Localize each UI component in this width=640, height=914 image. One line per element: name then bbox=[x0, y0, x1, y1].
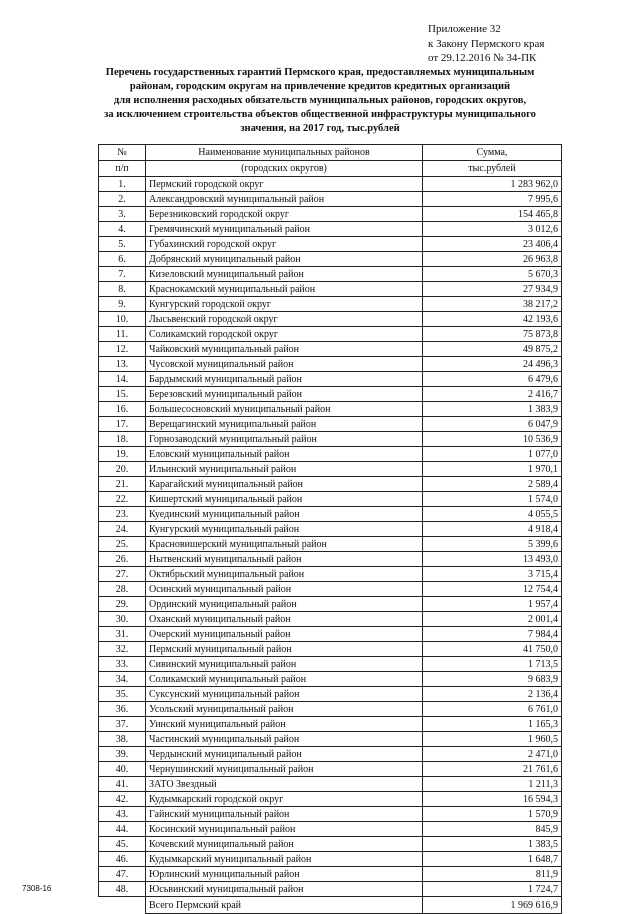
table-row bbox=[99, 657, 562, 672]
row-name: Оханский муниципальный район bbox=[146, 612, 423, 627]
row-name: Очерский муниципальный район bbox=[146, 627, 423, 642]
table-row bbox=[99, 672, 562, 687]
row-number: 17. bbox=[99, 417, 146, 432]
table-row bbox=[99, 477, 562, 492]
row-sum: 23 406,4 bbox=[423, 237, 562, 252]
table-row bbox=[99, 882, 562, 897]
title-line: за исключением строительства объектов общественной инфраструктуры муниципального bbox=[104, 109, 536, 120]
row-number: 5. bbox=[99, 237, 146, 252]
row-number: 6. bbox=[99, 252, 146, 267]
table-row bbox=[99, 372, 562, 387]
row-sum: 9 683,9 bbox=[423, 672, 562, 687]
total-sum: 1 969 616,9 bbox=[423, 897, 562, 914]
row-number: 26. bbox=[99, 552, 146, 567]
row-sum: 2 136,4 bbox=[423, 687, 562, 702]
row-number: 43. bbox=[99, 807, 146, 822]
table-row bbox=[99, 807, 562, 822]
table-row bbox=[99, 732, 562, 747]
header-name: Наименование муниципальных районов bbox=[146, 145, 423, 161]
row-sum: 10 536,9 bbox=[423, 432, 562, 447]
appendix-law-reference: к Закону Пермского края bbox=[428, 37, 545, 50]
row-number: 36. bbox=[99, 702, 146, 717]
row-name: Еловский муниципальный район bbox=[146, 447, 423, 462]
row-sum: 49 875,2 bbox=[423, 342, 562, 357]
row-number: 10. bbox=[99, 312, 146, 327]
table-row bbox=[99, 567, 562, 582]
row-number: 40. bbox=[99, 762, 146, 777]
row-number: 39. bbox=[99, 747, 146, 762]
appendix-number: Приложение 32 bbox=[428, 23, 501, 35]
row-name: Сивинский муниципальный район bbox=[146, 657, 423, 672]
row-sum: 7 984,4 bbox=[423, 627, 562, 642]
row-number: 18. bbox=[99, 432, 146, 447]
row-number: 15. bbox=[99, 387, 146, 402]
table-row bbox=[99, 552, 562, 567]
table-row bbox=[99, 417, 562, 432]
row-number: 3. bbox=[99, 207, 146, 222]
table-row bbox=[99, 762, 562, 777]
row-sum: 1 960,5 bbox=[423, 732, 562, 747]
row-sum: 2 001,4 bbox=[423, 612, 562, 627]
table-header bbox=[99, 145, 562, 177]
row-sum: 1 383,5 bbox=[423, 837, 562, 852]
row-name: Кудымкарский муниципальный район bbox=[146, 852, 423, 867]
row-name: Ординский муниципальный район bbox=[146, 597, 423, 612]
row-sum: 845,9 bbox=[423, 822, 562, 837]
table-row bbox=[99, 462, 562, 477]
row-name: Юрлинский муниципальный район bbox=[146, 867, 423, 882]
row-number: 24. bbox=[99, 522, 146, 537]
row-sum: 1 283 962,0 bbox=[423, 177, 562, 192]
row-sum: 5 670,3 bbox=[423, 267, 562, 282]
row-number: 7. bbox=[99, 267, 146, 282]
row-name: Гремячинский муниципальный район bbox=[146, 222, 423, 237]
table-row bbox=[99, 447, 562, 462]
row-sum: 1 165,3 bbox=[423, 717, 562, 732]
row-name: Октябрьский муниципальный район bbox=[146, 567, 423, 582]
row-number: 2. bbox=[99, 192, 146, 207]
row-sum: 7 995,6 bbox=[423, 192, 562, 207]
row-number: 44. bbox=[99, 822, 146, 837]
header-sum-sub: тыс.рублей bbox=[423, 161, 562, 177]
row-number: 13. bbox=[99, 357, 146, 372]
row-name: Частинский муниципальный район bbox=[146, 732, 423, 747]
row-sum: 26 963,8 bbox=[423, 252, 562, 267]
table-row bbox=[99, 612, 562, 627]
table-row bbox=[99, 207, 562, 222]
row-name: Березниковский городской округ bbox=[146, 207, 423, 222]
row-number: 9. bbox=[99, 297, 146, 312]
table-row bbox=[99, 267, 562, 282]
table-row bbox=[99, 492, 562, 507]
row-name: Добрянский муниципальный район bbox=[146, 252, 423, 267]
table-row bbox=[99, 852, 562, 867]
row-sum: 2 589,4 bbox=[423, 477, 562, 492]
row-number: 35. bbox=[99, 687, 146, 702]
row-sum: 1 724,7 bbox=[423, 882, 562, 897]
row-name: Пермский муниципальный район bbox=[146, 642, 423, 657]
row-name: Гайнский муниципальный район bbox=[146, 807, 423, 822]
row-number: 32. bbox=[99, 642, 146, 657]
row-number: 30. bbox=[99, 612, 146, 627]
row-sum: 38 217,2 bbox=[423, 297, 562, 312]
row-number: 12. bbox=[99, 342, 146, 357]
row-name: Верещагинский муниципальный район bbox=[146, 417, 423, 432]
row-sum: 2 471,0 bbox=[423, 747, 562, 762]
table-row bbox=[99, 642, 562, 657]
row-sum: 1 570,9 bbox=[423, 807, 562, 822]
row-sum: 1 211,3 bbox=[423, 777, 562, 792]
table-row bbox=[99, 867, 562, 882]
table-row bbox=[99, 822, 562, 837]
row-sum: 1 648,7 bbox=[423, 852, 562, 867]
table-body bbox=[99, 177, 562, 897]
row-number: 22. bbox=[99, 492, 146, 507]
row-name: Большесосновский муниципальный район bbox=[146, 402, 423, 417]
row-number: 37. bbox=[99, 717, 146, 732]
row-sum: 3 012,6 bbox=[423, 222, 562, 237]
row-number: 19. bbox=[99, 447, 146, 462]
row-number: 34. bbox=[99, 672, 146, 687]
row-number: 45. bbox=[99, 837, 146, 852]
table-row bbox=[99, 327, 562, 342]
row-name: Карагайский муниципальный район bbox=[146, 477, 423, 492]
row-name: Березовский муниципальный район bbox=[146, 387, 423, 402]
appendix-block bbox=[428, 22, 544, 66]
table-row bbox=[99, 837, 562, 852]
row-number: 4. bbox=[99, 222, 146, 237]
row-number: 8. bbox=[99, 282, 146, 297]
row-name: ЗАТО Звездный bbox=[146, 777, 423, 792]
row-number: 14. bbox=[99, 372, 146, 387]
row-number: 11. bbox=[99, 327, 146, 342]
row-sum: 13 493,0 bbox=[423, 552, 562, 567]
table-row bbox=[99, 222, 562, 237]
row-name: Кочевский муниципальный район bbox=[146, 837, 423, 852]
row-name: Губахинский городской округ bbox=[146, 237, 423, 252]
table-row bbox=[99, 432, 562, 447]
row-name: Нытвенский муниципальный район bbox=[146, 552, 423, 567]
row-number: 1. bbox=[99, 177, 146, 192]
row-sum: 6 479,6 bbox=[423, 372, 562, 387]
row-sum: 75 873,8 bbox=[423, 327, 562, 342]
table-row bbox=[99, 252, 562, 267]
table-row bbox=[99, 717, 562, 732]
document-title bbox=[92, 66, 548, 136]
row-name: Бардымский муниципальный район bbox=[146, 372, 423, 387]
row-number: 20. bbox=[99, 462, 146, 477]
row-name: Усольский муниципальный район bbox=[146, 702, 423, 717]
row-sum: 811,9 bbox=[423, 867, 562, 882]
row-number: 21. bbox=[99, 477, 146, 492]
title-line: районам, городским округам на привлечение кредитов кредитных организаций bbox=[129, 81, 511, 92]
row-name: Уинский муниципальный район bbox=[146, 717, 423, 732]
row-number: 25. bbox=[99, 537, 146, 552]
total-label: Всего Пермский край bbox=[146, 897, 423, 914]
row-number: 33. bbox=[99, 657, 146, 672]
table-row bbox=[99, 192, 562, 207]
row-sum: 1 077,0 bbox=[423, 447, 562, 462]
row-sum: 16 594,3 bbox=[423, 792, 562, 807]
row-number: 31. bbox=[99, 627, 146, 642]
row-sum: 2 416,7 bbox=[423, 387, 562, 402]
row-name: Соликамский муниципальный район bbox=[146, 672, 423, 687]
row-sum: 1 957,4 bbox=[423, 597, 562, 612]
row-name: Горнозаводский муниципальный район bbox=[146, 432, 423, 447]
row-name: Краснокамский муниципальный район bbox=[146, 282, 423, 297]
row-name: Чайковский муниципальный район bbox=[146, 342, 423, 357]
row-number: 46. bbox=[99, 852, 146, 867]
row-name: Кишертский муниципальный район bbox=[146, 492, 423, 507]
row-name: Кудымкарский городской округ bbox=[146, 792, 423, 807]
row-name: Красновишерский муниципальный район bbox=[146, 537, 423, 552]
title-line: для исполнения расходных обязательств муниципальных районов, городских округов, bbox=[113, 95, 527, 106]
row-name: Чернушинский муниципальный район bbox=[146, 762, 423, 777]
row-name: Александровский муниципальный район bbox=[146, 192, 423, 207]
table-row bbox=[99, 507, 562, 522]
row-name: Косинский муниципальный район bbox=[146, 822, 423, 837]
table-row bbox=[99, 402, 562, 417]
table-row bbox=[99, 312, 562, 327]
table-row bbox=[99, 792, 562, 807]
table-row bbox=[99, 582, 562, 597]
title-line: значения, на 2017 год, тыс.рублей bbox=[240, 123, 400, 134]
title-line: Перечень государственных гарантий Пермского края, предоставляемых муниципальным bbox=[105, 67, 535, 78]
row-sum: 6 047,9 bbox=[423, 417, 562, 432]
row-sum: 4 918,4 bbox=[423, 522, 562, 537]
row-number: 47. bbox=[99, 867, 146, 882]
row-name: Чердынский муниципальный район bbox=[146, 747, 423, 762]
header-num-sub: п/п bbox=[99, 161, 146, 177]
table-row bbox=[99, 387, 562, 402]
guarantees-table bbox=[98, 144, 562, 914]
row-name: Юсьвинский муниципальный район bbox=[146, 882, 423, 897]
row-number: 29. bbox=[99, 597, 146, 612]
table-row bbox=[99, 537, 562, 552]
table-row bbox=[99, 702, 562, 717]
document-code: 7308-16 bbox=[22, 884, 52, 893]
header-name-sub: (городских округов) bbox=[146, 161, 423, 177]
row-sum: 41 750,0 bbox=[423, 642, 562, 657]
row-sum: 24 496,3 bbox=[423, 357, 562, 372]
row-name: Кизеловский муниципальный район bbox=[146, 267, 423, 282]
table-row bbox=[99, 597, 562, 612]
row-number: 48. bbox=[99, 882, 146, 897]
row-sum: 12 754,4 bbox=[423, 582, 562, 597]
row-name: Ильинский муниципальный район bbox=[146, 462, 423, 477]
header-sum: Сумма, bbox=[423, 145, 562, 161]
table-row bbox=[99, 342, 562, 357]
row-number: 42. bbox=[99, 792, 146, 807]
row-sum: 27 934,9 bbox=[423, 282, 562, 297]
table-row bbox=[99, 687, 562, 702]
row-sum: 6 761,0 bbox=[423, 702, 562, 717]
row-number: 16. bbox=[99, 402, 146, 417]
row-name: Осинский муниципальный район bbox=[146, 582, 423, 597]
row-sum: 21 761,6 bbox=[423, 762, 562, 777]
table-row bbox=[99, 747, 562, 762]
row-name: Суксунский муниципальный район bbox=[146, 687, 423, 702]
row-sum: 4 055,5 bbox=[423, 507, 562, 522]
table-row bbox=[99, 297, 562, 312]
appendix-law-date: от 29.12.2016 № 34-ПК bbox=[428, 52, 537, 64]
row-name: Соликамский городской округ bbox=[146, 327, 423, 342]
row-number: 28. bbox=[99, 582, 146, 597]
row-number: 23. bbox=[99, 507, 146, 522]
row-name: Лысьвенский городской округ bbox=[146, 312, 423, 327]
row-sum: 1 713,5 bbox=[423, 657, 562, 672]
row-sum: 1 574,0 bbox=[423, 492, 562, 507]
row-name: Куединский муниципальный район bbox=[146, 507, 423, 522]
row-sum: 1 970,1 bbox=[423, 462, 562, 477]
total-num-cell bbox=[99, 897, 146, 914]
row-sum: 3 715,4 bbox=[423, 567, 562, 582]
row-number: 41. bbox=[99, 777, 146, 792]
table-row bbox=[99, 627, 562, 642]
table-row bbox=[99, 177, 562, 192]
table-row bbox=[99, 777, 562, 792]
header-num: № bbox=[99, 145, 146, 161]
total-row bbox=[99, 897, 562, 914]
table-row bbox=[99, 237, 562, 252]
row-number: 27. bbox=[99, 567, 146, 582]
row-sum: 5 399,6 bbox=[423, 537, 562, 552]
row-name: Кунгурский городской округ bbox=[146, 297, 423, 312]
row-name: Пермский городской округ bbox=[146, 177, 423, 192]
row-sum: 42 193,6 bbox=[423, 312, 562, 327]
row-name: Кунгурский муниципальный район bbox=[146, 522, 423, 537]
row-sum: 1 383,9 bbox=[423, 402, 562, 417]
table-row bbox=[99, 522, 562, 537]
row-number: 38. bbox=[99, 732, 146, 747]
table-row bbox=[99, 282, 562, 297]
table-row bbox=[99, 357, 562, 372]
row-name: Чусовской муниципальный район bbox=[146, 357, 423, 372]
row-sum: 154 465,8 bbox=[423, 207, 562, 222]
